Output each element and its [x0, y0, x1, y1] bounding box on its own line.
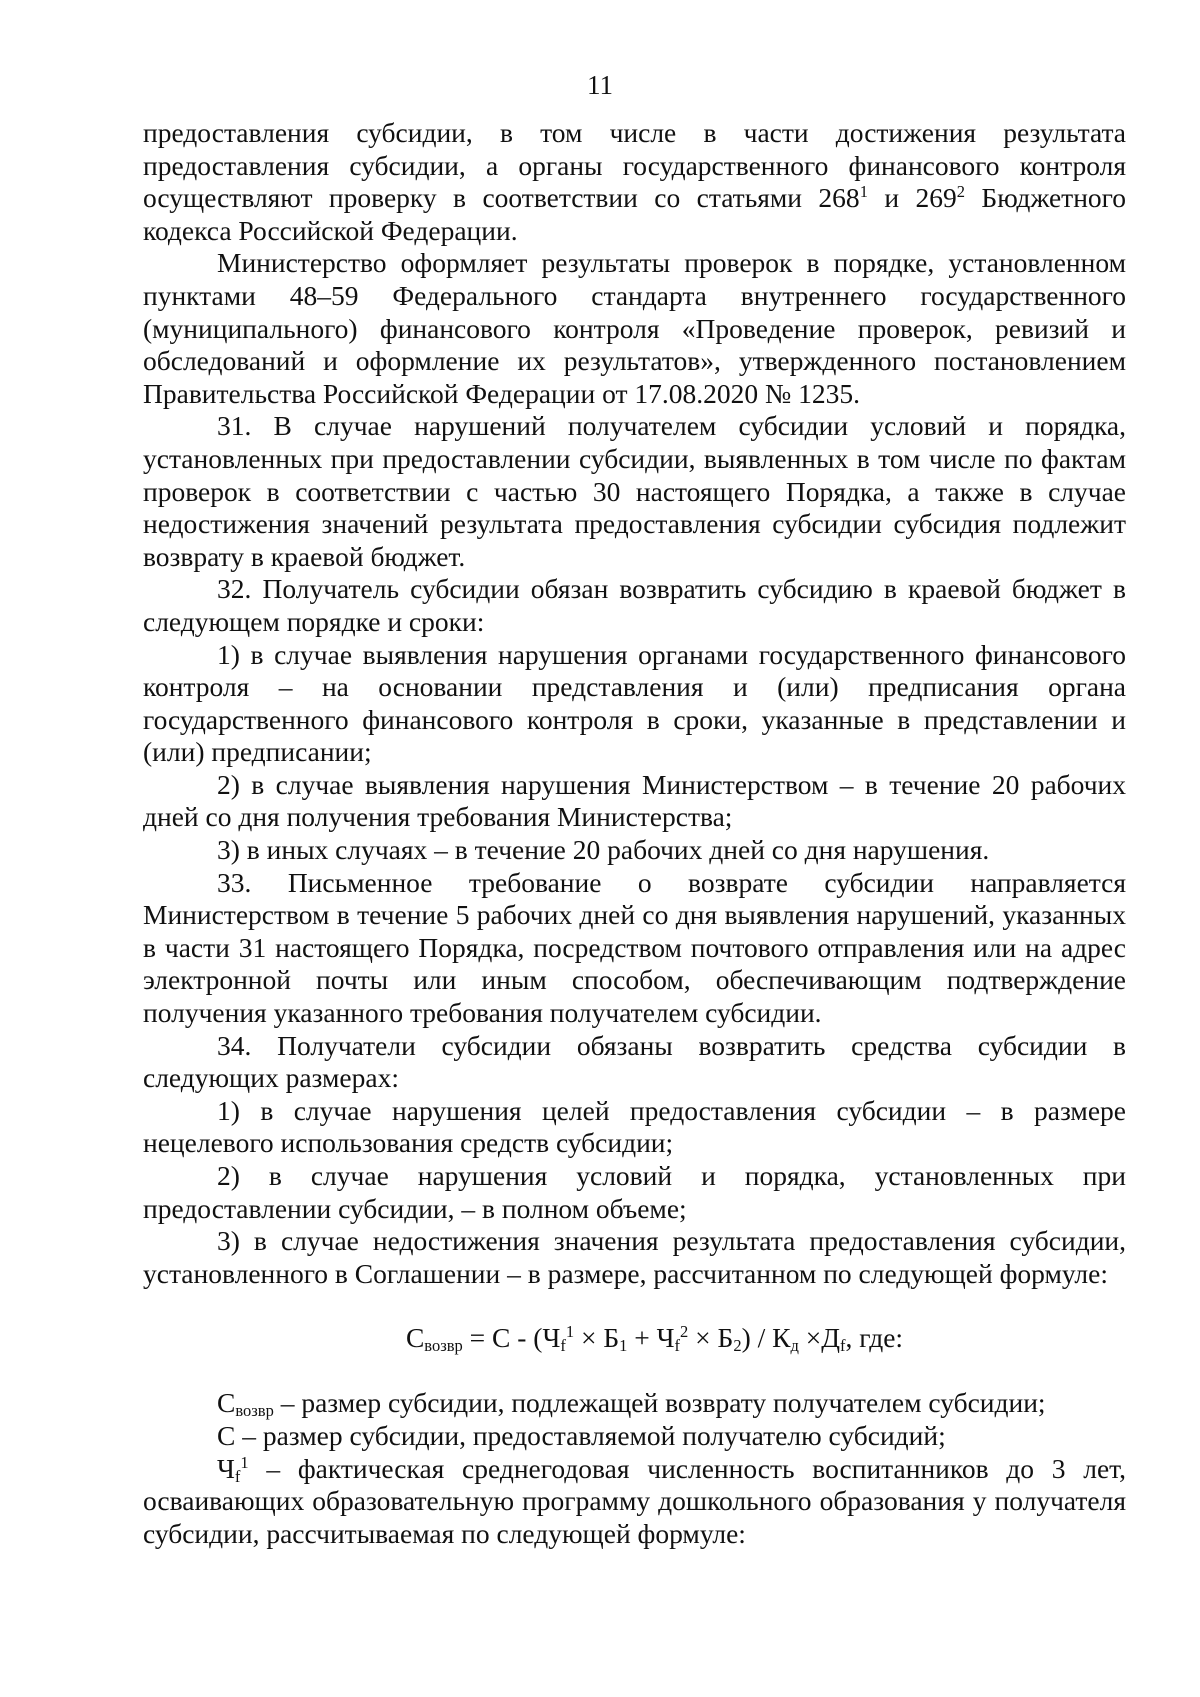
paragraph-33: 33. Письменное требование о возврате субсидии направляется Министерством в течение 5 рабочих дней со дня выявления нарушений, указанных в части 31 настоящего Порядка, посредством почтового отправления или на адрес электронной почты или иным способом, обеспечивающим подтверждение получения указанного требования получателем субсидии. — [143, 866, 1126, 1029]
formula-part: , где: — [845, 1322, 904, 1354]
definition-symbol: Ч — [217, 1452, 235, 1484]
superscript: 1 — [859, 182, 868, 202]
list-item-32-1: 1) в случае выявления нарушения органами государственного финансового контроля – на основании представления и (или) предписания органа государственного финансового контроля в сроки, указанные в представлении и (или) предписании; — [143, 638, 1126, 768]
paragraph-text: и 269 — [867, 182, 957, 214]
list-item-32-2: 2) в случае выявления нарушения Министерством – в течение 20 рабочих дней со дня получения требования Министерства; — [143, 768, 1126, 833]
list-item-34-1: 1) в случае нарушения целей предоставления субсидии – в размере нецелевого использования средств субсидии; — [143, 1094, 1126, 1159]
formula-part: + Ч — [627, 1322, 675, 1354]
paragraph-34: 34. Получатели субсидии обязаны возвратить средства субсидии в следующих размерах: — [143, 1029, 1126, 1094]
paragraph-continuation — [143, 117, 1126, 247]
formula-superscript: 1 — [565, 1322, 575, 1342]
formula-subscript: f — [674, 1336, 681, 1356]
definition-text: – фактическая среднегодовая численность воспитанников до 3 лет, осваивающих образовательную программу дошкольного образования у получателя субсидии, рассчитываемая по следующей формуле: — [143, 1452, 1126, 1549]
refund-formula — [143, 1322, 1126, 1354]
formula-part: × Б — [688, 1322, 734, 1354]
formula-subscript: д — [790, 1336, 799, 1356]
formula-part: = С - (Ч — [462, 1322, 561, 1354]
definition-ch-f1 — [143, 1453, 1126, 1551]
paragraph-text: Бюджетного кодекса Российской Федерации. — [143, 182, 1127, 246]
paragraph-ministry-checks: Министерство оформляет результаты проверок в порядке, установленном пунктами 48–59 Федерального стандарта внутреннего государственного (муниципального) финансового контроля «Проведение проверок, ревизий и обследований и оформление их результатов», утвержденного постановлением Правительства Российской Федерации от 17.08.2020 № 1235. — [143, 247, 1126, 409]
formula-subscript: 1 — [619, 1336, 628, 1356]
formula-part: ×Д — [798, 1322, 841, 1354]
formula-subscript: f — [560, 1336, 566, 1356]
list-item-34-2: 2) в случае нарушения условий и порядка, установленных при предоставлении субсидии, – в полном объеме; — [143, 1160, 1126, 1224]
formula-symbol: С — [405, 1322, 425, 1354]
list-item-34-3: 3) в случае недостижения значения результата предоставления субсидии, установленного в Соглашении – в размере, рассчитанном по следующей формуле: — [143, 1225, 1126, 1289]
formula-subscript: возвр — [424, 1336, 463, 1356]
paragraph-32: 32. Получатель субсидии обязан возвратить субсидию в краевой бюджет в следующем порядке и сроки: — [143, 573, 1126, 637]
definition-superscript: 1 — [240, 1452, 249, 1472]
formula-part: ) / К — [741, 1322, 791, 1354]
superscript: 2 — [956, 182, 965, 202]
document-body — [143, 117, 1126, 1550]
definition-c: С – размер субсидии, предоставляемой получателю субсидий; — [217, 1419, 946, 1451]
definition-text: – размер субсидии, подлежащей возврату получателем субсидии; — [273, 1387, 1046, 1419]
formula-part: × Б — [574, 1322, 620, 1354]
formula-superscript: 2 — [680, 1322, 689, 1342]
paragraph-text: предоставления субсидии, в том числе в части достижения результата предоставления субсидии, а органы государственного финансового контроля осуществляют проверку в соответствии со статьями 268 — [143, 117, 1126, 214]
formula-subscript: f — [840, 1336, 846, 1356]
page-number: 11 — [587, 70, 613, 100]
definition-c-return — [143, 1387, 1126, 1420]
definition-subscript: возвр — [235, 1401, 274, 1421]
definition-symbol: С — [217, 1387, 236, 1419]
formula-subscript: 2 — [733, 1336, 742, 1356]
definition-subscript: f — [234, 1466, 241, 1486]
list-item-32-3: 3) в иных случаях – в течение 20 рабочих дней со дня нарушения. — [217, 834, 990, 866]
paragraph-31: 31. В случае нарушений получателем субсидии условий и порядка, установленных при предоставлении субсидии, выявленных в том числе по фактам проверок в соответствии с частью 30 настоящего Порядка, а также в случае недостижения значений результата предоставления субсидии субсидия подлежит возврату в краевой бюджет. — [143, 410, 1126, 572]
